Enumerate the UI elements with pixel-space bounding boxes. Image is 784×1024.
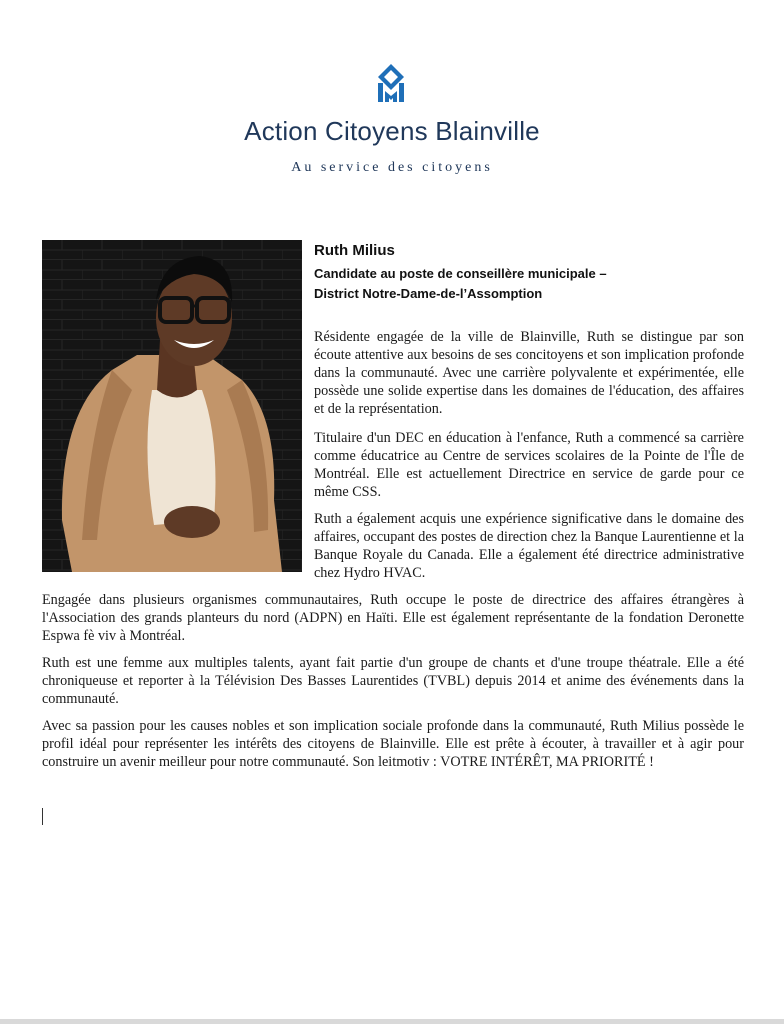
bio-paragraph-5: Ruth est une femme aux multiples talents, ayant fait partie d'un groupe de chants et d'une troupe théatrale. Elle a été chroniqueuse et reporter à la Télévision Des Basses Laurentides (TVBL) depuis 2014 et anime des événements dans la communauté. (42, 655, 744, 707)
candidate-photo (42, 240, 302, 572)
candidate-name: Ruth Milius (314, 242, 395, 259)
org-tagline: Au service des citoyens (291, 160, 493, 175)
bio-paragraph-4: Engagée dans plusieurs organismes communautaires, Ruth occupe le poste de directrice des affaires étrangères à l'Association des grands planteurs du nord (ADPN) en Haïti. Elle est également représentante de la fondation Deronette Espwa fè viv à Montréal. (42, 592, 744, 644)
candidate-role-line2: District Notre-Dame-de-l’Assomption (314, 286, 543, 301)
bio-paragraph-3: Ruth a également acquis une expérience significative dans le domaine des affaires, occupant des postes de direction chez la Banque Laurentienne et la Banque Royale du Canada. Elle a également été directrice administrative chez Hydro HVAC. (314, 511, 744, 581)
text-cursor (42, 808, 43, 825)
candidate-role (314, 264, 754, 304)
bottom-edge (0, 1019, 784, 1024)
candidate-role-line1: Candidate au poste de conseillère municipale – (314, 266, 607, 281)
bio-paragraph-6: Avec sa passion pour les causes nobles et son implication sociale profonde dans la communauté, Ruth Milius possède le profil idéal pour représenter les intérêts des citoyens de Blainville. Elle est prête à écouter, à travailler et à agir pour construire un avenir meilleur pour notre communauté. Son leitmotiv : VOTRE INTÉRÊT, MA PRIORITÉ ! (42, 718, 744, 770)
org-name: Action Citoyens Blainville (244, 116, 540, 146)
bio-paragraph-2: Titulaire d'un DEC en éducation à l'enfance, Ruth a commencé sa carrière comme éducatrice au Centre de services scolaires de la Pointe de l'Île de Montréal. Elle est actuellement Directrice en service de garde pour ce même CSS. (314, 430, 744, 500)
bio-paragraph-1: Résidente engagée de la ville de Blainville, Ruth se distingue par son écoute attentive aux besoins de ses concitoyens et son implication profonde dans la communauté. Avec une carrière polyvalente et expérimentée, elle possède une solide expertise dans les domaines de l'éducation, des affaires et de la représentation. (314, 329, 744, 417)
abc-logo-icon (376, 63, 406, 103)
